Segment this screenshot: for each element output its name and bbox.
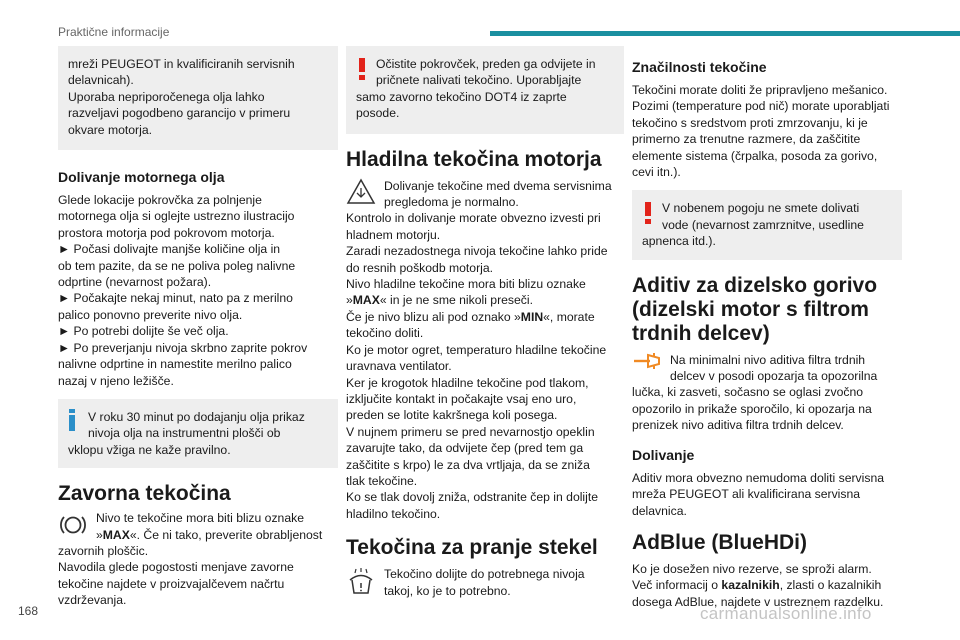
- note-line: V nobenem pogoju ne smete dolivati: [662, 201, 860, 216]
- text-line: lučka, ki zasveti, sočasno se oglasi zvočno: [632, 385, 863, 400]
- max-mark: MAX: [102, 527, 130, 542]
- text-line: hladilno tekočino.: [346, 506, 441, 521]
- coolant-warning-triangle-icon: [346, 178, 376, 208]
- text-line: Zaradi nezadostnega nivoja tekočine lahko pride: [346, 244, 608, 259]
- text-line: ► Počasi dolivajte manjše količine olja in: [58, 242, 281, 257]
- note-line: samo zavorno tekočino DOT4 iz zaprte: [356, 89, 567, 104]
- text-line: dosega AdBlue, najdete v ustreznem razdelku.: [632, 594, 884, 609]
- additive-section: [632, 352, 902, 434]
- text-line: Nivo hladilne tekočine mora biti blizu oznake: [346, 277, 586, 292]
- text-line: Tekočini morate doliti že pripravljeno mešanico.: [632, 83, 888, 97]
- text-line: ► Po potrebi dolijte še več olja.: [58, 324, 229, 339]
- washer-section: [346, 566, 624, 599]
- text-line: tekočino s sredstvom proti zmrzovanju, ki je: [632, 115, 868, 130]
- fluid-properties-text: [632, 82, 902, 180]
- washer-fluid-icon: [346, 566, 376, 596]
- text-line: Nivo te tekočine mora biti blizu oznake: [96, 511, 304, 526]
- text-line: primerno za trenutne razmere, da zaščitite: [632, 132, 861, 147]
- text-line: ► Počakajte nekaj minut, nato pa z merilno: [58, 291, 293, 306]
- header-accent-bar: [490, 31, 960, 36]
- note-line: mreži PEUGEOT in kvalificiranih servisnih: [68, 57, 295, 71]
- note-line: razveljavi pogodbeno garancijo v primeru: [68, 106, 291, 121]
- particle-filter-warning-icon: [632, 352, 662, 374]
- oil-instructions: [58, 192, 338, 389]
- text-line: delcev v posodi opozarja ta opozorilna: [670, 369, 878, 384]
- additive-topup-text: [632, 470, 902, 519]
- note-line: vklopu vžiga ne kaže pravilno.: [68, 442, 231, 457]
- text-line: cevi itn.).: [632, 165, 681, 180]
- site-watermark: carmanualsonline.info: [700, 604, 872, 623]
- heading-adblue: AdBlue (BlueHDi): [632, 530, 807, 554]
- text-line: Ko je dosežen nivo rezerve, se sproži alarm.: [632, 561, 872, 576]
- heading-fluid-properties: Značilnosti tekočine: [632, 59, 767, 75]
- heading-additive-topup: Dolivanje: [632, 446, 695, 463]
- warning-exclamation-icon: [644, 202, 650, 227]
- text-line: zavornih ploščic.: [58, 543, 149, 558]
- text-line: ► Po preverjanju nivoja skrbno zaprite pokrov: [58, 340, 308, 355]
- note-line: okvare motorja.: [68, 122, 152, 137]
- text-line: »MAX« in je ne sme nikoli preseči.: [346, 293, 533, 308]
- note-line: Očistite pokrovček, preden ga odvijete in: [376, 57, 596, 71]
- text-line: vzdrževanja.: [58, 593, 127, 608]
- heading-diesel-additive: Aditiv za dizelsko gorivo (dizelski motor s filtrom trdnih delcev): [632, 273, 878, 345]
- text-line: Navodila glede pogostosti menjave zavorne: [58, 560, 294, 575]
- indicators-term: kazalnikih: [721, 578, 780, 593]
- text-line: mreža PEUGEOT ali kvalificirana servisna: [632, 487, 861, 502]
- text-line: delavnica.: [632, 503, 687, 518]
- max-mark: MAX: [352, 293, 380, 308]
- text-line: Tekočino dolijte do potrebnega nivoja: [384, 567, 585, 582]
- brake-section: [58, 510, 338, 608]
- text-line: Več informacij o kazalnikih, zlasti o kazalnikih: [632, 578, 882, 593]
- coolant-section: [346, 178, 624, 523]
- running-header: Praktične informacije: [58, 25, 170, 39]
- column-middle: [346, 46, 624, 599]
- text-line: Kontrolo in dolivanje morate obvezno izvesti pri: [346, 211, 601, 226]
- heading-oil-topup: Dolivanje motornega olja: [58, 169, 225, 186]
- brake-warning-icon: [58, 512, 88, 542]
- note-line: apnenca itd.).: [642, 234, 716, 249]
- text-line: uravnava ventilator.: [346, 359, 452, 374]
- note-line: nivoja olja na instrumentni plošči ob: [88, 426, 281, 441]
- note-line: pričnete nalivati tekočino. Uporabljajte: [376, 73, 582, 88]
- warning-exclamation-icon: [358, 58, 364, 83]
- text-line: Pozimi (temperature pod nič) morate uporabljati: [632, 99, 890, 114]
- note-line: delavnicah).: [68, 73, 134, 88]
- text-line: Glede lokacije pokrovčka za polnjenje: [58, 193, 262, 208]
- text-line: palico ponovno preverite nivo olja.: [58, 307, 243, 322]
- text-line: Ker je krogotok hladilne tekočine pod tlakom,: [346, 375, 589, 390]
- text-line: do resnih poškodb motorja.: [346, 260, 494, 275]
- heading-coolant: Hladilna tekočina motorja: [346, 147, 602, 171]
- text-line: preden se lotite kakršnega koli posega.: [346, 408, 558, 423]
- text-line: prenizek nivo aditiva filtra trdnih delcev.: [632, 418, 844, 433]
- min-mark: MIN: [520, 309, 544, 324]
- note-line: V roku 30 minut po dodajanju olja prikaz: [88, 409, 305, 424]
- text-line: tekočine najdete v proizvajalčevem načrtu: [58, 576, 285, 591]
- text-line: zaščitite s krpo) le za dva vrtljaja, da se zniža: [346, 457, 590, 472]
- text-line: Dolivanje tekočine med dvema servisnima: [384, 178, 612, 193]
- text-line: Če je nivo blizu ali pod oznako »MIN«, morate: [346, 309, 595, 324]
- text-line: zavarujte tako, da odvijete čep (pred tem ga: [346, 441, 584, 456]
- text-line: Ko je motor ogret, temperaturo hladilne tekočine: [346, 342, 607, 357]
- text-line: tekočino doliti.: [346, 326, 424, 341]
- text-line: Na minimalni nivo aditiva filtra trdnih: [670, 352, 866, 367]
- adblue-section: [632, 561, 902, 610]
- text-line: hladnem motorju.: [346, 227, 441, 242]
- text-line: opozorilo in prikaže sporočilo, ki opozarja na: [632, 401, 872, 416]
- note-brake-fluid-warning: [346, 46, 624, 134]
- text-line: elemente sistema (črpalka, posoda za gorivo,: [632, 148, 878, 163]
- text-line: nazaj v njeno ležišče.: [58, 373, 174, 388]
- text-line: V nujnem primeru se pred nevarnostjo opeklin: [346, 424, 595, 439]
- text-line: Aditiv mora obvezno nemudoma doliti servisna: [632, 470, 884, 485]
- heading-brake-fluid: Zavorna tekočina: [58, 482, 231, 506]
- text-line: prostora motorja pod pokrovom motorja.: [58, 225, 275, 240]
- text-line: izključite kontakt in počakajte vsaj eno uro,: [346, 391, 577, 406]
- heading-washer-fluid: Tekočina za pranje stekel: [346, 536, 598, 560]
- text-line: Ko se tlak dovolj zniža, odstranite čep in dolijte: [346, 490, 599, 505]
- note-oil-display-info: [58, 399, 338, 468]
- page-number: 168: [18, 604, 39, 618]
- text-line: odprtine (nevarnost požara).: [58, 275, 212, 290]
- text-line: takoj, ko je to potrebno.: [384, 583, 511, 598]
- text-line: ob tem pazite, da se ne poliva poleg nalivne: [58, 258, 296, 273]
- info-icon: [68, 409, 74, 434]
- note-line: vode (nevarnost zamrznitve, usedline: [662, 217, 864, 232]
- note-oil-warranty: [58, 46, 338, 150]
- text-line: nalivne odprtine in namestite merilno palico: [58, 357, 292, 372]
- column-right: [632, 58, 902, 610]
- note-no-water-warning: [632, 190, 902, 259]
- note-line: posode.: [356, 106, 400, 121]
- text-line: »MAX«. Če ni tako, preverite obrabljenost: [96, 527, 323, 542]
- text-line: pregledoma je normalno.: [384, 195, 519, 210]
- text-line: motornega olja si oglejte ustrezno ilustracijo: [58, 209, 295, 224]
- text-line: tlak tekočine.: [346, 473, 418, 488]
- column-left: [58, 46, 338, 609]
- note-line: Uporaba nepriporočenega olja lahko: [68, 89, 265, 104]
